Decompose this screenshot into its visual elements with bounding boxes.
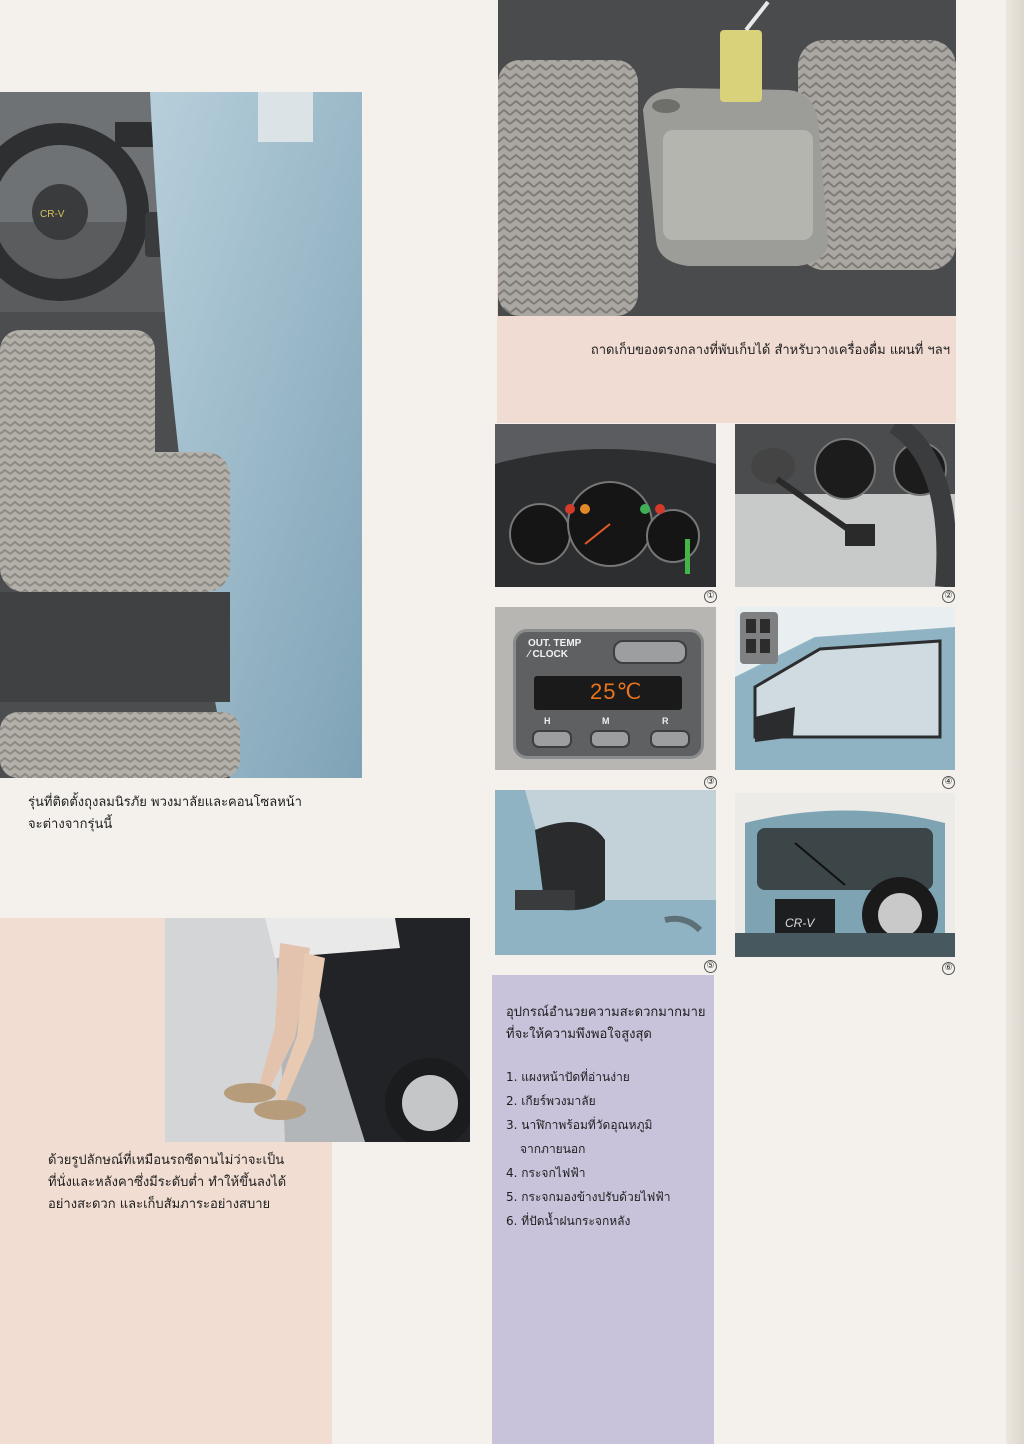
clock-temp-photo — [495, 607, 716, 770]
clock-top-button[interactable] — [613, 640, 687, 664]
photo-number-5: ⑤ — [704, 960, 717, 973]
easy-entry-photo — [165, 918, 470, 1142]
interior-cockpit-photo — [0, 92, 362, 778]
photo-number-1: ① — [704, 590, 717, 603]
entry-caption — [48, 1150, 318, 1216]
hour-button[interactable] — [532, 730, 572, 748]
features-heading-line1: อุปกรณ์อำนวยความสะดวกมากมาย — [506, 1005, 706, 1020]
feature-item: 4. กระจกไฟฟ้า — [506, 1166, 586, 1180]
clock-label-line2: ⁄ CLOCK — [528, 649, 568, 660]
clock-unit — [513, 629, 704, 759]
features-heading — [506, 1002, 706, 1046]
features-heading-line2: ที่จะให้ความพึงพอใจสูงสุด — [506, 1027, 652, 1042]
clock-label — [528, 638, 581, 660]
minute-label: M — [602, 716, 610, 726]
airbag-caption — [28, 792, 348, 836]
column-shift-photo — [735, 424, 955, 587]
instrument-panel-photo — [495, 424, 716, 587]
features-list — [506, 1065, 706, 1233]
tray-caption: ถาดเก็บของตรงกลางที่พับเก็บได้ สำหรับวางเครื่องดื่ม แผนที่ ฯลฯ — [590, 343, 950, 358]
airbag-caption-line1: รุ่นที่ติดตั้งถุงลมนิรภัย พวงมาลัยและคอนโซลหน้า — [28, 795, 302, 810]
feature-item: 2. เกียร์พวงมาลัย — [506, 1094, 596, 1108]
feature-item: 5. กระจกมองข้างปรับด้วยไฟฟ้า — [506, 1190, 671, 1204]
feature-item: 3. นาฬิกาพร้อมที่วัดอุณหภูมิ — [506, 1118, 653, 1132]
minute-button[interactable] — [590, 730, 630, 748]
reset-label: R — [662, 716, 669, 726]
temperature-reading: 25℃ — [590, 679, 643, 704]
clock-label-line1: OUT. TEMP — [528, 638, 582, 649]
power-mirror-photo — [495, 790, 716, 955]
photo-number-6: ⑥ — [942, 962, 955, 975]
steering-badge: CR-V — [40, 209, 65, 220]
power-windows-photo — [735, 607, 955, 770]
photo-number-4: ④ — [942, 776, 955, 789]
center-tray-photo — [498, 0, 956, 316]
feature-item-continuation: จากภายนอก — [520, 1142, 586, 1156]
entry-caption-line1: ด้วยรูปลักษณ์ที่เหมือนรถซีดานไม่ว่าจะเป็น — [48, 1153, 285, 1168]
rear-wiper-photo — [735, 793, 955, 957]
feature-item: 1. แผงหน้าปัดที่อ่านง่าย — [506, 1070, 630, 1084]
photo-number-2: ② — [942, 590, 955, 603]
airbag-caption-line2: จะต่างจากรุ่นนี้ — [28, 817, 113, 832]
page-edge — [1006, 0, 1024, 1444]
reset-button[interactable] — [650, 730, 690, 748]
clock-display — [534, 676, 682, 710]
feature-item: 6. ที่ปัดน้ำฝนกระจกหลัง — [506, 1214, 631, 1228]
entry-caption-line2: ที่นั่งและหลังคาซึ่งมีระดับต่ำ ทำให้ขึ้นลงได้ — [48, 1175, 287, 1190]
rear-badge: CR-V — [785, 916, 815, 930]
photo-number-3: ③ — [704, 776, 717, 789]
hour-label: H — [544, 716, 551, 726]
entry-caption-line3: อย่างสะดวก และเก็บสัมภาระอย่างสบาย — [48, 1197, 271, 1212]
